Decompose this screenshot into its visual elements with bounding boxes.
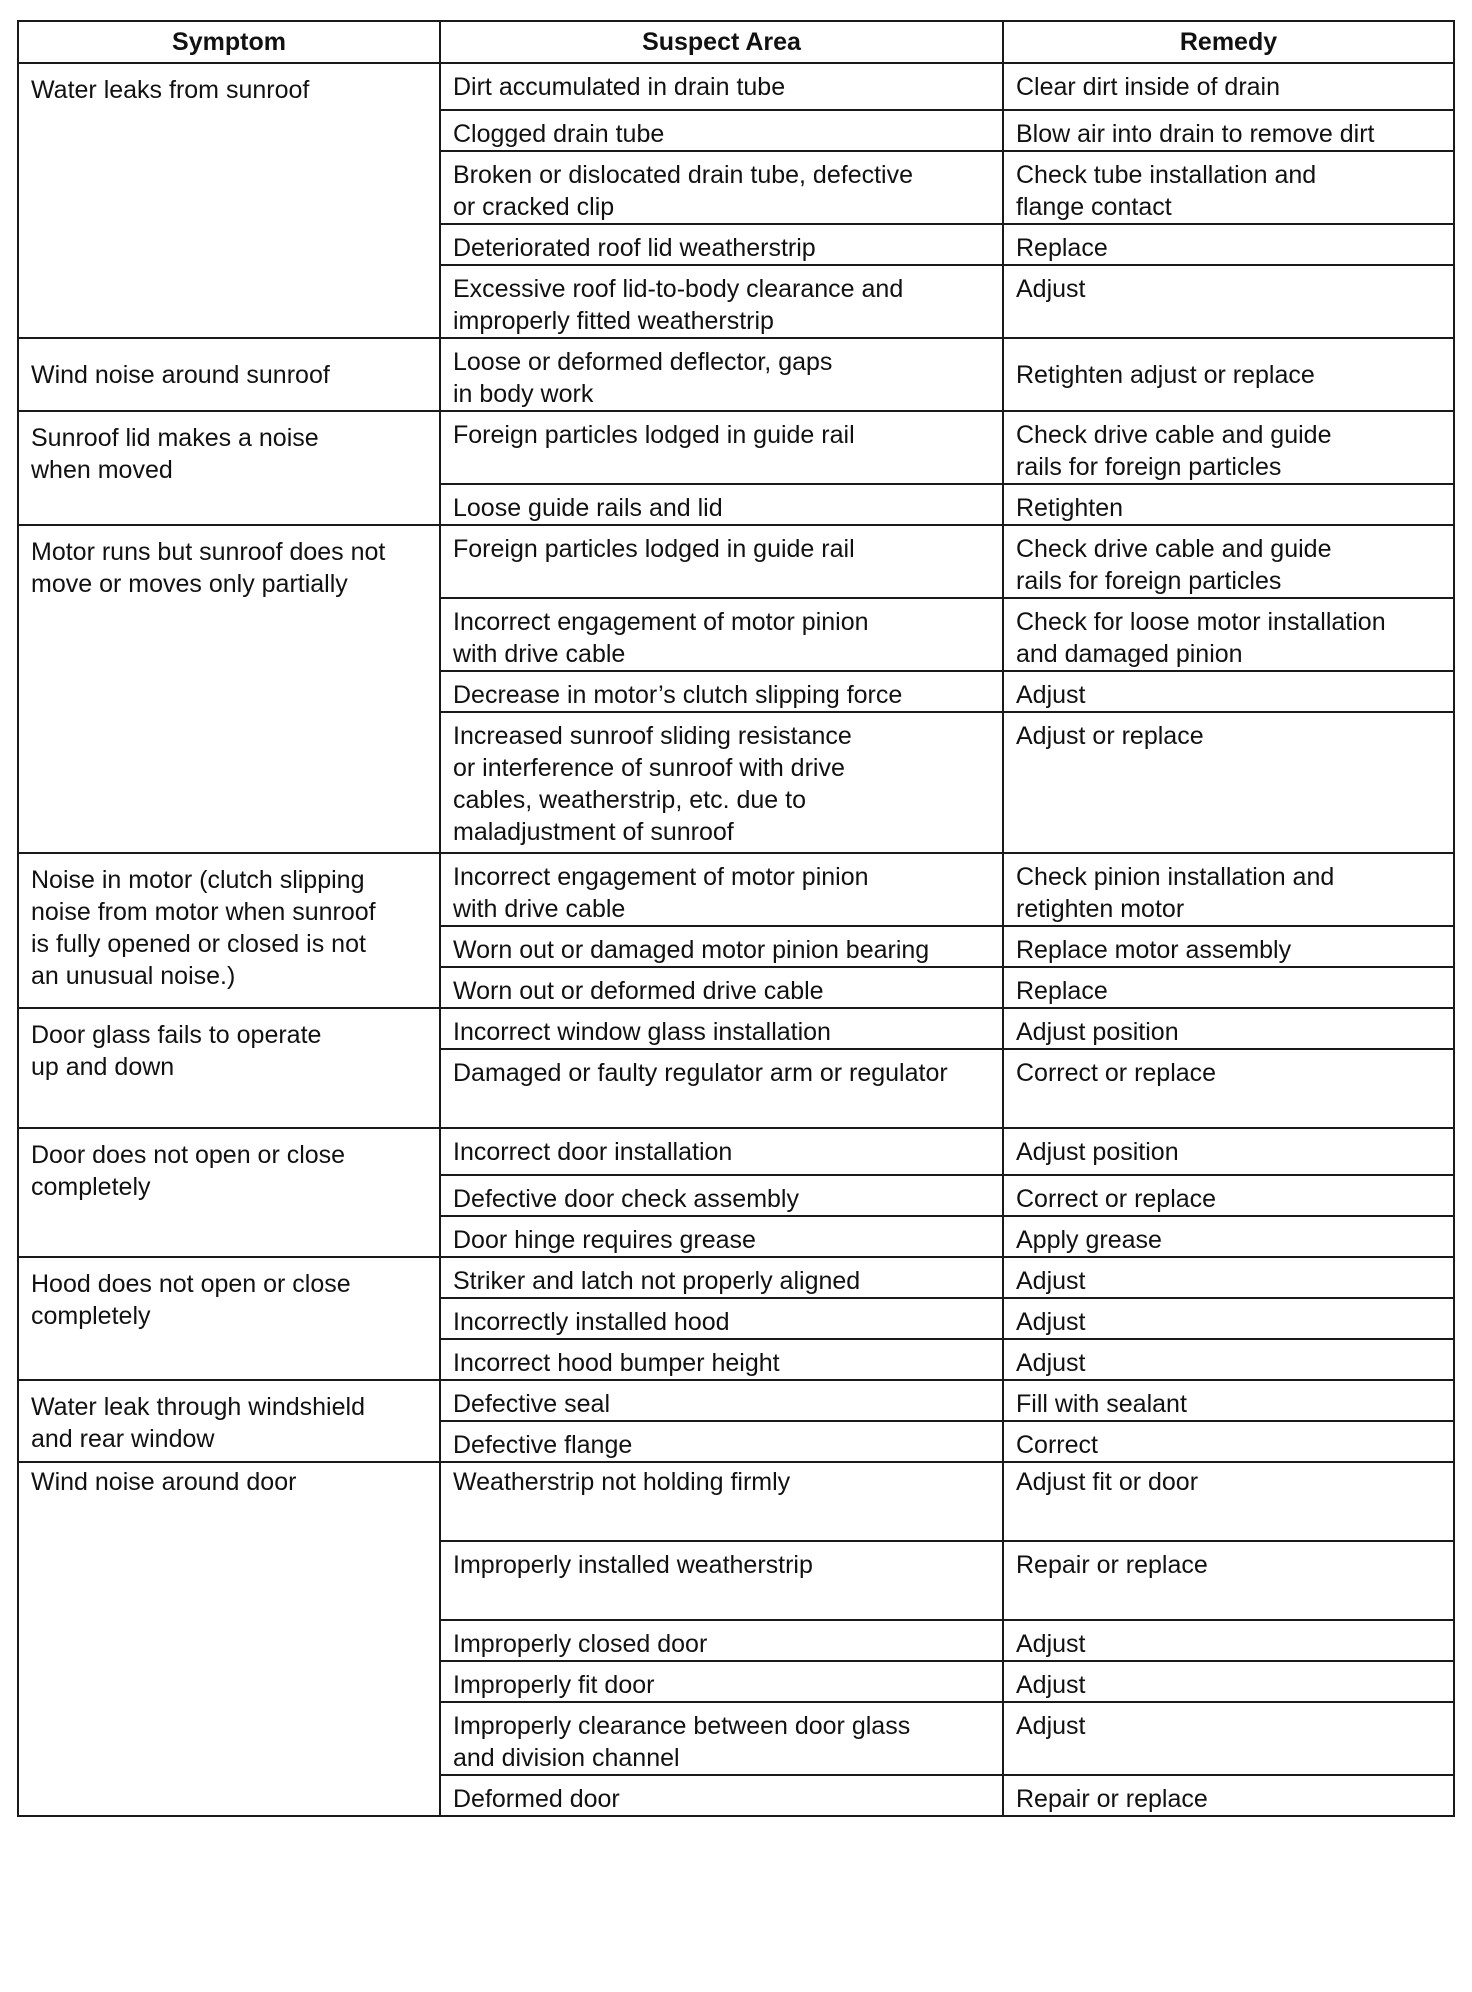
symptom-cell: Motor runs but sunroof does not move or moves only partially (18, 525, 440, 853)
table-row (18, 1462, 1454, 1541)
table-row (18, 1380, 1454, 1421)
remedy-cell: Adjust (1003, 1257, 1454, 1298)
table-row (18, 1008, 1454, 1049)
remedy-cell: Adjust (1003, 1298, 1454, 1339)
suspect-area-cell: Improperly clearance between door glass and division channel (440, 1702, 1003, 1775)
suspect-area-cell: Improperly installed weatherstrip (440, 1541, 1003, 1620)
suspect-area-cell: Defective door check assembly (440, 1175, 1003, 1216)
suspect-area-cell: Loose guide rails and lid (440, 484, 1003, 525)
remedy-cell: Replace motor assembly (1003, 926, 1454, 967)
remedy-cell: Adjust (1003, 265, 1454, 338)
symptom-cell: Door does not open or close completely (18, 1128, 440, 1257)
suspect-area-cell: Foreign particles lodged in guide rail (440, 411, 1003, 484)
remedy-header: Remedy (1003, 21, 1454, 63)
remedy-cell: Adjust fit or door (1003, 1462, 1454, 1541)
suspect-area-cell: Worn out or damaged motor pinion bearing (440, 926, 1003, 967)
remedy-cell: Clear dirt inside of drain (1003, 63, 1454, 110)
symptom-cell: Water leaks from sunroof (18, 63, 440, 338)
suspect-area-cell: Increased sunroof sliding resistance or interference of sunroof with drive cables, weatherstrip, etc. due to maladjustment of sunroof (440, 712, 1003, 853)
table-body (18, 63, 1454, 1816)
remedy-cell: Blow air into drain to remove dirt (1003, 110, 1454, 151)
troubleshooting-table (17, 20, 1455, 1817)
suspect-area-cell: Incorrect engagement of motor pinion with drive cable (440, 598, 1003, 671)
remedy-cell: Retighten adjust or replace (1003, 338, 1454, 411)
remedy-cell: Adjust position (1003, 1008, 1454, 1049)
table-row (18, 525, 1454, 598)
suspect-area-cell: Improperly closed door (440, 1620, 1003, 1661)
remedy-cell: Adjust (1003, 1339, 1454, 1380)
suspect-area-cell: Foreign particles lodged in guide rail (440, 525, 1003, 598)
remedy-cell: Replace (1003, 224, 1454, 265)
suspect-area-cell: Incorrect engagement of motor pinion with drive cable (440, 853, 1003, 926)
header-row (18, 21, 1454, 63)
suspect-area-cell: Improperly fit door (440, 1661, 1003, 1702)
suspect-area-cell: Damaged or faulty regulator arm or regulator (440, 1049, 1003, 1128)
suspect-area-cell: Incorrect window glass installation (440, 1008, 1003, 1049)
suspect-area-cell: Broken or dislocated drain tube, defective or cracked clip (440, 151, 1003, 224)
symptom-cell: Wind noise around door (18, 1462, 440, 1816)
symptom-header: Symptom (18, 21, 440, 63)
remedy-cell: Correct or replace (1003, 1049, 1454, 1128)
remedy-cell: Check tube installation and flange contact (1003, 151, 1454, 224)
remedy-cell: Repair or replace (1003, 1541, 1454, 1620)
table-row (18, 411, 1454, 484)
suspect-area-cell: Incorrect door installation (440, 1128, 1003, 1175)
symptom-cell: Water leak through windshield and rear window (18, 1380, 440, 1462)
suspect-area-cell: Excessive roof lid-to-body clearance and improperly fitted weatherstrip (440, 265, 1003, 338)
table-row (18, 1128, 1454, 1175)
remedy-cell: Adjust (1003, 1702, 1454, 1775)
remedy-cell: Adjust or replace (1003, 712, 1454, 853)
remedy-cell: Retighten (1003, 484, 1454, 525)
remedy-cell: Adjust (1003, 1620, 1454, 1661)
remedy-cell: Correct or replace (1003, 1175, 1454, 1216)
symptom-cell: Door glass fails to operate up and down (18, 1008, 440, 1128)
remedy-cell: Check drive cable and guide rails for foreign particles (1003, 411, 1454, 484)
suspect-area-cell: Dirt accumulated in drain tube (440, 63, 1003, 110)
suspect-area-cell: Weatherstrip not holding firmly (440, 1462, 1003, 1541)
remedy-cell: Correct (1003, 1421, 1454, 1462)
remedy-cell: Adjust (1003, 671, 1454, 712)
remedy-cell: Check pinion installation and retighten motor (1003, 853, 1454, 926)
suspect-area-cell: Clogged drain tube (440, 110, 1003, 151)
suspect-area-cell: Striker and latch not properly aligned (440, 1257, 1003, 1298)
suspect-area-cell: Incorrect hood bumper height (440, 1339, 1003, 1380)
symptom-cell: Hood does not open or close completely (18, 1257, 440, 1380)
remedy-cell: Repair or replace (1003, 1775, 1454, 1816)
suspect-area-cell: Decrease in motor’s clutch slipping force (440, 671, 1003, 712)
table-row (18, 1257, 1454, 1298)
symptom-cell: Noise in motor (clutch slipping noise from motor when sunroof is fully opened or closed is not an unusual noise.) (18, 853, 440, 1008)
suspect-area-cell: Worn out or deformed drive cable (440, 967, 1003, 1008)
remedy-cell: Adjust position (1003, 1128, 1454, 1175)
suspect-area-cell: Deteriorated roof lid weatherstrip (440, 224, 1003, 265)
suspect-area-cell: Defective seal (440, 1380, 1003, 1421)
table-row (18, 338, 1454, 411)
remedy-cell: Replace (1003, 967, 1454, 1008)
table-row (18, 63, 1454, 110)
suspect-area-cell: Deformed door (440, 1775, 1003, 1816)
symptom-cell: Wind noise around sunroof (18, 338, 440, 411)
suspect-area-header: Suspect Area (440, 21, 1003, 63)
suspect-area-cell: Incorrectly installed hood (440, 1298, 1003, 1339)
remedy-cell: Check drive cable and guide rails for foreign particles (1003, 525, 1454, 598)
remedy-cell: Check for loose motor installation and damaged pinion (1003, 598, 1454, 671)
remedy-cell: Fill with sealant (1003, 1380, 1454, 1421)
suspect-area-cell: Defective flange (440, 1421, 1003, 1462)
suspect-area-cell: Loose or deformed deflector, gaps in body work (440, 338, 1003, 411)
symptom-cell: Sunroof lid makes a noise when moved (18, 411, 440, 525)
suspect-area-cell: Door hinge requires grease (440, 1216, 1003, 1257)
remedy-cell: Adjust (1003, 1661, 1454, 1702)
table-row (18, 853, 1454, 926)
remedy-cell: Apply grease (1003, 1216, 1454, 1257)
